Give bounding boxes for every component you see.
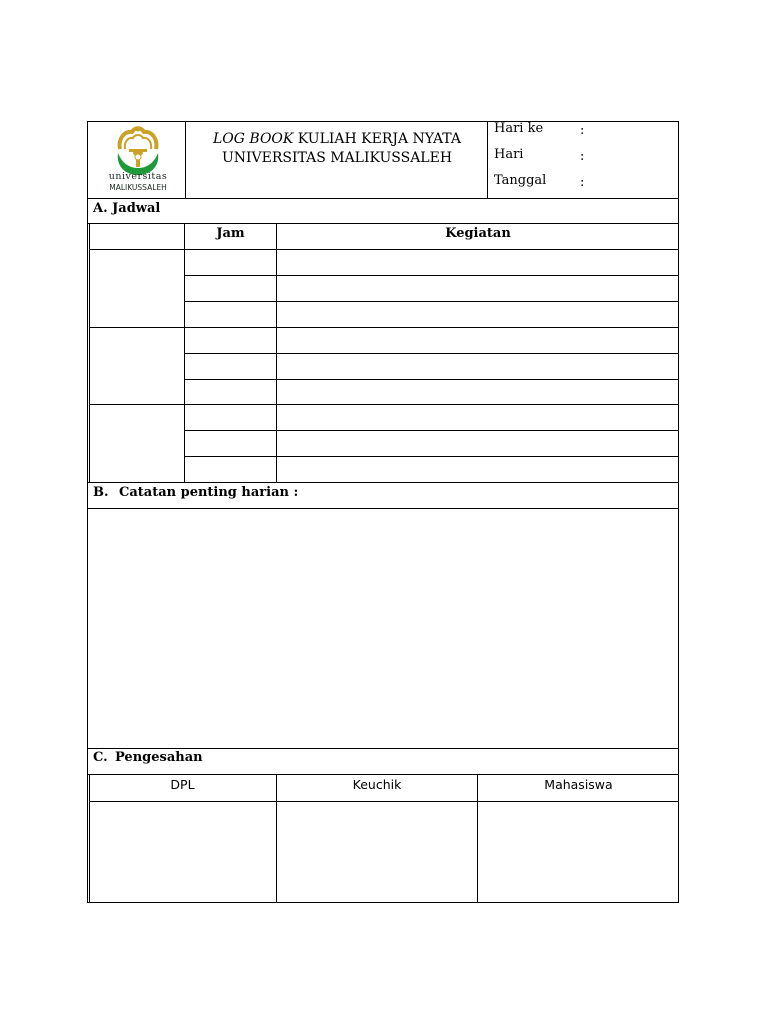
- logo-text-malikussaleh: MALIKUSSALEH: [109, 183, 167, 192]
- hari-ke-label: Hari ke: [494, 121, 544, 136]
- section-a-title: A. Jadwal: [93, 201, 161, 216]
- pengesahan-inner-left-border: [89, 774, 90, 903]
- pengesahan-col-divider-2: [477, 774, 478, 903]
- hari-colon: :: [580, 149, 585, 164]
- section-c-title: Pengesahan: [115, 750, 203, 765]
- jadwal-row-line: [184, 456, 679, 457]
- jadwal-row-line: [184, 353, 679, 354]
- section-c-letter: C.: [93, 750, 108, 765]
- pengesahan-col-divider-1: [276, 774, 277, 903]
- title-italic-part: LOG BOOK: [212, 131, 294, 147]
- pengesahan-col-mahasiswa: Mahasiswa: [544, 777, 613, 792]
- section-c-title-line: [87, 774, 679, 775]
- hari-label: Hari: [494, 147, 524, 162]
- section-a-title-line: [87, 223, 679, 224]
- hari-ke-colon: :: [580, 123, 585, 138]
- jadwal-col-kegiatan: Kegiatan: [445, 226, 511, 241]
- section-b-title-line: [87, 508, 679, 509]
- pengesahan-col-keuchik: Keuchik: [352, 777, 402, 792]
- jadwal-group-line: [89, 404, 679, 405]
- form-title-line2: UNIVERSITAS MALIKUSSALEH: [221, 150, 453, 166]
- pengesahan-header-line: [89, 801, 679, 802]
- form-title-line1: [186, 130, 488, 149]
- jadwal-header-line: [89, 249, 679, 250]
- jadwal-bottom-line: [87, 482, 679, 483]
- section-b-bottom-line: [87, 748, 679, 749]
- jadwal-row-line: [184, 275, 679, 276]
- section-b-letter: B.: [93, 485, 109, 500]
- pengesahan-col-dpl: DPL: [170, 777, 195, 792]
- jadwal-row-line: [184, 430, 679, 431]
- section-b-title: Catatan penting harian :: [119, 485, 299, 500]
- jadwal-group-line: [89, 327, 679, 328]
- title-rest-part: KULIAH KERJA NYATA: [293, 131, 461, 147]
- jadwal-row-line: [184, 301, 679, 302]
- tanggal-colon: :: [580, 175, 585, 190]
- header-bottom-line: [87, 198, 679, 199]
- tanggal-label: Tanggal: [494, 173, 547, 188]
- logo-text-universitas: universitas: [108, 171, 168, 182]
- jadwal-row-line: [184, 379, 679, 380]
- jadwal-col-jam: Jam: [216, 226, 245, 241]
- jadwal-inner-left-border: [89, 223, 90, 482]
